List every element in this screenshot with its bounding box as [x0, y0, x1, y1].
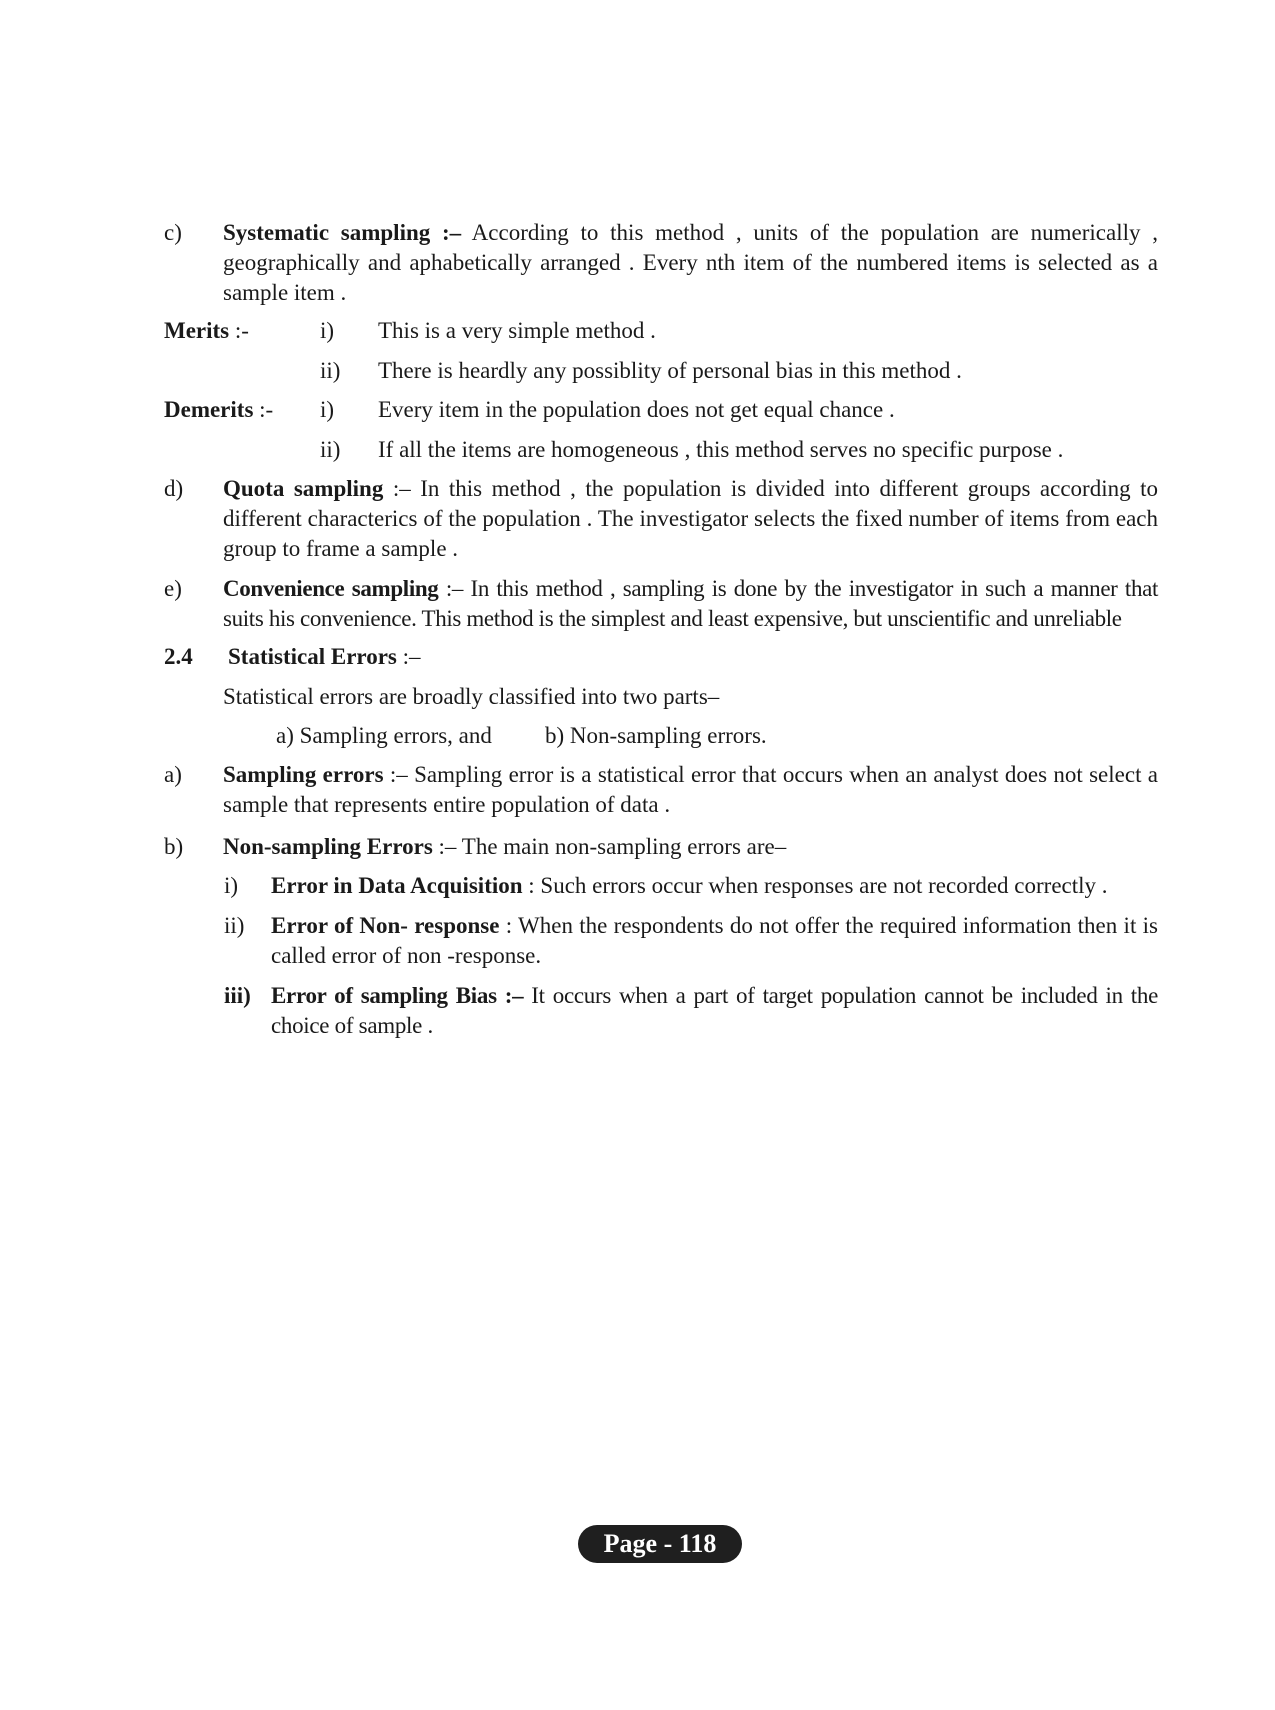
- sub-item-number: ii): [224, 913, 245, 938]
- systematic-sampling-text: According to this method , units of the population are numerically , geographically and aphabetically arranged . Every nth item of the numbered items is selected as a sample item .: [223, 220, 1158, 305]
- list-marker-c: c): [164, 220, 182, 245]
- error-type-a: a) Sampling errors, and: [276, 723, 492, 748]
- sampling-errors-paragraph: [223, 760, 1158, 820]
- demerit-number: i): [320, 397, 335, 422]
- section-intro: Statistical errors are broadly classified into two parts–: [223, 684, 720, 709]
- merit-number: ii): [320, 358, 341, 383]
- systematic-sampling-term: Systematic sampling :–: [223, 220, 462, 245]
- non-sampling-errors-line: [223, 832, 786, 862]
- list-marker-e: e): [164, 576, 182, 601]
- non-response-error: Error of Non- response : When the respondents do not offer the required information then it is called error of non -response.: [271, 913, 1158, 968]
- list-marker-d: d): [164, 476, 184, 501]
- convenience-sampling-text: :– In this method , sampling is done by the investigator in such a manner that suits his convenience. This method is the simplest and least expensive, but unscientific and unreliable: [223, 576, 1158, 631]
- merit-number: i): [320, 318, 335, 343]
- sampling-errors-term: Sampling errors: [223, 762, 384, 787]
- convenience-sampling-term: Convenience sampling: [223, 576, 439, 601]
- demerit-text: If all the items are homogeneous , this method serves no specific purpose .: [378, 437, 1064, 462]
- sampling-bias-error: Error of sampling Bias :– It occurs when a part of target population cannot be included in the choice of sample .: [271, 983, 1158, 1038]
- sampling-errors-text: :– Sampling error is a statistical error that occurs when an analyst does not select a sample that represents entire population of data .: [223, 762, 1159, 817]
- convenience-sampling-paragraph: [223, 574, 1158, 634]
- page-number-badge: Page - 118: [578, 1525, 742, 1563]
- demerit-number: ii): [320, 437, 341, 462]
- quota-sampling-text: :– In this method , the population is divided into different groups according to different characterics of the population . The investigator selects the fixed number of items from each group to frame a sample .: [223, 476, 1158, 561]
- merit-text: This is a very simple method .: [378, 318, 656, 343]
- sub-item-number: i): [224, 873, 239, 898]
- list-marker-a: a): [164, 762, 182, 787]
- section-title: Statistical Errors :–: [228, 644, 421, 669]
- quota-sampling-term: Quota sampling: [223, 476, 384, 501]
- list-marker-b: b): [164, 834, 184, 859]
- demerits-heading: Demerits :-: [164, 397, 274, 422]
- data-acquisition-error: Error in Data Acquisition : Such errors occur when responses are not recorded correctly .: [271, 873, 1108, 898]
- non-sampling-errors-term: Non-sampling Errors: [223, 834, 433, 859]
- systematic-sampling-paragraph: [223, 218, 1158, 308]
- error-type-b: b) Non-sampling errors.: [545, 723, 767, 748]
- non-sampling-errors-text: :– The main non-sampling errors are–: [432, 834, 787, 859]
- section-number: 2.4: [164, 644, 193, 669]
- demerit-text: Every item in the population does not get equal chance .: [378, 397, 895, 422]
- merit-text: There is heardly any possiblity of personal bias in this method .: [378, 358, 962, 383]
- quota-sampling-paragraph: [223, 474, 1158, 564]
- merits-heading: Merits :-: [164, 318, 249, 343]
- sub-item-number: iii): [224, 983, 251, 1008]
